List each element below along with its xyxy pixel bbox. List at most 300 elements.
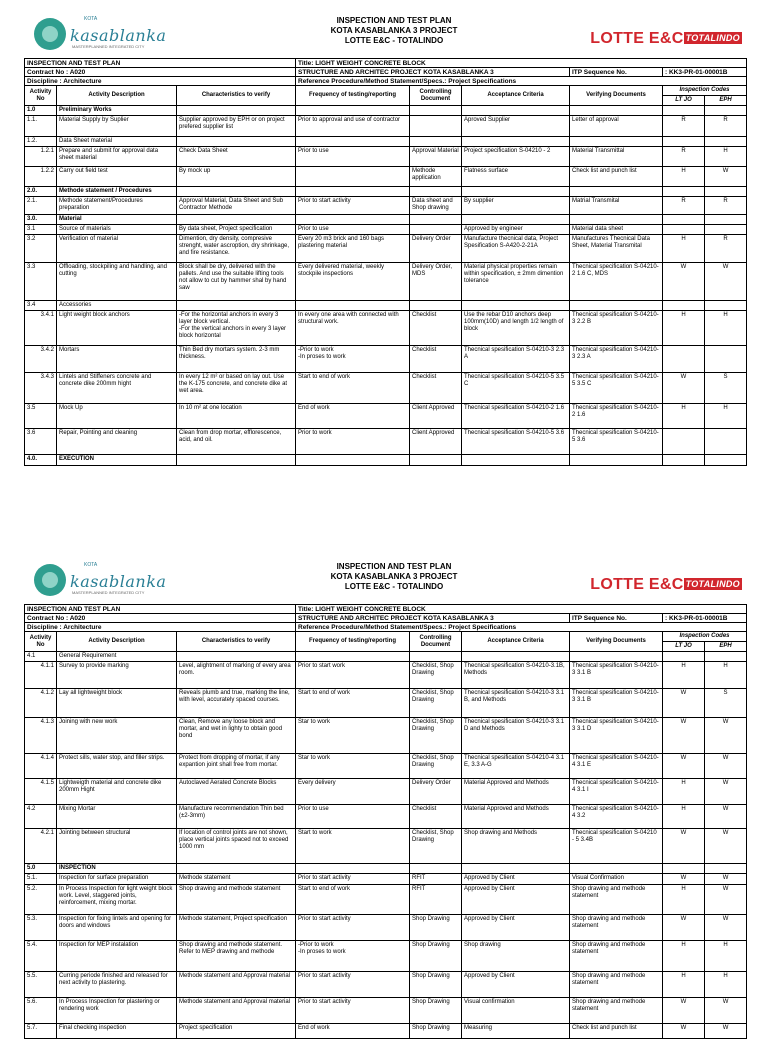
table-row: [25, 779, 747, 805]
table-row: [25, 147, 747, 167]
verifying-documents: [570, 187, 663, 197]
eph-code: [705, 301, 747, 311]
frequency: End of work: [296, 1024, 410, 1039]
lt-jo-code: [663, 652, 705, 662]
frequency: [296, 864, 410, 874]
verifying-documents: Matrial Transmital: [570, 197, 663, 215]
characteristics: Methode statement: [177, 874, 296, 885]
activity-desc: Preliminary Works: [57, 106, 177, 116]
activity-desc: Lintels and Stiffeners concrete and concrete dike 200mm hight: [57, 373, 177, 404]
controlling-document: Shop Drawing: [410, 941, 462, 972]
eph-code: [705, 652, 747, 662]
logo-brand: kasablanka: [70, 572, 167, 591]
frequency: Star to work: [296, 754, 410, 779]
controlling-document: Methode application: [410, 167, 462, 187]
acceptance-criteria: Approved by Client: [462, 874, 570, 885]
activity-no: 5.1.: [25, 874, 57, 885]
verifying-documents: Material data sheet: [570, 225, 663, 235]
activity-no: 3.2: [25, 235, 57, 263]
controlling-document: Checklist: [410, 311, 462, 346]
acceptance-criteria: Approved by engineer: [462, 225, 570, 235]
frequency: Every delivery: [296, 779, 410, 805]
verifying-documents: Thecnical specification S-04210-2 1.6 C, MDS: [570, 263, 663, 301]
verifying-documents: [570, 106, 663, 116]
eph-code: R: [705, 197, 747, 215]
contract-field: Contract No : A020: [25, 614, 296, 623]
controlling-document: Shop Drawing: [410, 972, 462, 998]
itp-page-2: [24, 560, 746, 1039]
lt-jo-code: W: [663, 1024, 705, 1039]
frequency: Star to work: [296, 718, 410, 754]
col-activity-no: Activity No: [25, 86, 57, 106]
activity-desc: Mixing Mortar: [57, 805, 177, 829]
eph-code: W: [705, 779, 747, 805]
characteristics: [177, 301, 296, 311]
frequency: Prior to start activity: [296, 197, 410, 215]
controlling-document: RFIT: [410, 874, 462, 885]
verifying-documents: Thecnical spesification S-04210-5 3.5 C: [570, 373, 663, 404]
controlling-document: [410, 864, 462, 874]
acceptance-criteria: Approved by Client: [462, 915, 570, 941]
controlling-document: Checklist, Shop Drawing: [410, 754, 462, 779]
structure-field: STRUCTURE AND ARCHITEC PROJECT KOTA KASABLANKA 3: [296, 614, 570, 623]
characteristics: Manufacture recommendation Thin bed (±2-3mm): [177, 805, 296, 829]
characteristics: Shop drawing and methode statement. Refer to MEP drawing and methode: [177, 941, 296, 972]
lt-jo-code: [663, 455, 705, 466]
lt-jo-code: H: [663, 235, 705, 263]
controlling-document: Shop Drawing: [410, 998, 462, 1024]
activity-desc: Methode statement/Procedures preparation: [57, 197, 177, 215]
activity-desc: Inspection for MEP instalation: [57, 941, 177, 972]
verifying-documents: Check list and punch list: [570, 167, 663, 187]
activity-desc: In Process Inspection for plastering or rendering work: [57, 998, 177, 1024]
eph-code: H: [705, 662, 747, 689]
verifying-documents: [570, 455, 663, 466]
verifying-documents: Thecnical spesification S-04210-2 1.6: [570, 404, 663, 429]
characteristics: [177, 187, 296, 197]
controlling-document: [410, 187, 462, 197]
itp-rows-page-1: [25, 106, 747, 466]
characteristics: Clean, Remove any loose block and mortar, and wet in lighty to obtain good bond: [177, 718, 296, 754]
activity-desc: Data Sheet material: [57, 137, 177, 147]
col-verifying: Verifying Documents: [570, 86, 663, 106]
frequency: Start to end of work: [296, 373, 410, 404]
activity-no: 3.1: [25, 225, 57, 235]
eph-code: R: [705, 116, 747, 137]
characteristics: Methode statement and Approval material: [177, 998, 296, 1024]
controlling-document: Delivery Order, MDS: [410, 263, 462, 301]
eph-code: W: [705, 829, 747, 864]
verifying-documents: Shop drawing and methode statement: [570, 972, 663, 998]
plan-label: INSPECTION AND TEST PLAN: [25, 59, 296, 68]
activity-no: 4.1.2: [25, 689, 57, 718]
activity-no: 4.1.4: [25, 754, 57, 779]
eph-code: W: [705, 718, 747, 754]
verifying-documents: Thecnical spesification S-04210-3 3.1 B: [570, 662, 663, 689]
eph-code: W: [705, 167, 747, 187]
reference-field: Reference Procedure/Method Statement/Specs.: Project Specifications: [296, 623, 747, 632]
characteristics: [177, 455, 296, 466]
section-row: [25, 106, 747, 116]
activity-desc: Inspection for fixing lintels and opening for doors and windows: [57, 915, 177, 941]
activity-no: 3.6: [25, 429, 57, 455]
frequency: Prior to work: [296, 429, 410, 455]
lt-jo-code: H: [663, 885, 705, 915]
col-acceptance: Acceptance Criteria: [462, 632, 570, 652]
table-row: [25, 404, 747, 429]
eph-code: W: [705, 263, 747, 301]
table-row: [25, 263, 747, 301]
controlling-document: Checklist, Shop Drawing: [410, 718, 462, 754]
acceptance-criteria: [462, 864, 570, 874]
activity-no: 3.4: [25, 301, 57, 311]
controlling-document: Checklist, Shop Drawing: [410, 662, 462, 689]
frequency: Prior to start activity: [296, 915, 410, 941]
controlling-document: Client Approved: [410, 429, 462, 455]
col-controlling: Controlling Document: [410, 86, 462, 106]
verifying-documents: Thecnical spesification S-04210 - 5 3.4B: [570, 829, 663, 864]
verifying-documents: [570, 137, 663, 147]
acceptance-criteria: Measuring: [462, 1024, 570, 1039]
characteristics: Project specification: [177, 1024, 296, 1039]
controlling-document: Approval Material: [410, 147, 462, 167]
activity-desc: Protect sills, water stop, and filler strips.: [57, 754, 177, 779]
controlling-document: Checklist, Shop Drawing: [410, 829, 462, 864]
eph-code: H: [705, 972, 747, 998]
discipline-field: Discipline : Architecture: [25, 77, 296, 86]
activity-no: 1.2.: [25, 137, 57, 147]
itp-rows-page-2: [25, 652, 747, 1039]
activity-desc: Inspection for surface preparation: [57, 874, 177, 885]
eph-code: [705, 864, 747, 874]
characteristics: [177, 864, 296, 874]
lt-jo-code: H: [663, 404, 705, 429]
activity-no: 1.2.1: [25, 147, 57, 167]
characteristics: If location of control joints are not shown, place vertical joints spaced not to exceed 1000 mm: [177, 829, 296, 864]
document-title: [244, 16, 544, 46]
table-row: [25, 197, 747, 215]
controlling-document: Checklist: [410, 373, 462, 404]
frequency: End of work: [296, 404, 410, 429]
acceptance-criteria: [462, 106, 570, 116]
frequency: [296, 167, 410, 187]
totalindo-badge: TOTALINDO: [685, 33, 740, 43]
lt-jo-code: W: [663, 874, 705, 885]
acceptance-criteria: Manufacture thecnical data, Project Spesification S-A420-2-21A: [462, 235, 570, 263]
table-row: [25, 652, 747, 662]
lt-jo-code: H: [663, 972, 705, 998]
frequency: [296, 652, 410, 662]
table-row: [25, 1024, 747, 1039]
col-lt-jo: LT JO: [663, 642, 705, 652]
col-inspection-codes: Inspection Codes: [663, 86, 747, 96]
eph-code: W: [705, 885, 747, 915]
characteristics: [177, 215, 296, 225]
activity-desc: General Requirement: [57, 652, 177, 662]
characteristics: In every 12 m² or based on lay out. Use the K-175 concrete, and concrete dike at wet area.: [177, 373, 296, 404]
lt-jo-code: W: [663, 718, 705, 754]
col-characteristics: Characteristics to verify: [177, 632, 296, 652]
logo-tagline: MASTERPLANNED INTEGRATED CITY: [72, 44, 145, 49]
lotte-logo: [590, 30, 742, 48]
characteristics: Level, alightment of marking of every area room.: [177, 662, 296, 689]
eph-code: [705, 225, 747, 235]
acceptance-criteria: Thecnical spesification S-04210-3 2.3 A: [462, 346, 570, 373]
characteristics: [177, 106, 296, 116]
table-row: [25, 885, 747, 915]
controlling-document: [410, 106, 462, 116]
acceptance-criteria: Shop drawing and Methods: [462, 829, 570, 864]
activity-no: 2.0.: [25, 187, 57, 197]
col-inspection-codes: Inspection Codes: [663, 632, 747, 642]
frequency: Prior to use: [296, 225, 410, 235]
table-row: [25, 915, 747, 941]
characteristics: [177, 652, 296, 662]
controlling-document: Checklist, Shop Drawing: [410, 689, 462, 718]
itp-label: ITP Sequence No.: [570, 614, 663, 623]
lt-jo-code: W: [663, 998, 705, 1024]
eph-code: H: [705, 941, 747, 972]
acceptance-criteria: By supplier: [462, 197, 570, 215]
acceptance-criteria: Material Approved and Methods: [462, 805, 570, 829]
logo-tagline: MASTERPLANNED INTEGRATED CITY: [72, 590, 145, 595]
activity-no: 5.3.: [25, 915, 57, 941]
lt-jo-code: H: [663, 779, 705, 805]
table-row: [25, 941, 747, 972]
table-row: [25, 829, 747, 864]
controlling-document: Data sheet and Shop drawing: [410, 197, 462, 215]
title-field: Title: LIGHT WEIGHT CONCRETE BLOCK: [296, 59, 747, 68]
lt-jo-code: H: [663, 805, 705, 829]
acceptance-criteria: Approved by Client: [462, 972, 570, 998]
characteristics: Methode statement and Approval material: [177, 972, 296, 998]
activity-no: 5.5.: [25, 972, 57, 998]
activity-no: 5.0: [25, 864, 57, 874]
eph-code: [705, 137, 747, 147]
characteristics: Protect from dropping of mortar, if any expantion joint shall free from mortar.: [177, 754, 296, 779]
kasablanka-logo-icon: [34, 564, 66, 596]
characteristics: Shop drawing and methode statement: [177, 885, 296, 915]
verifying-documents: Manufactures Thecnical Data Sheet, Material Transmital: [570, 235, 663, 263]
activity-desc: Joining with new work: [57, 718, 177, 754]
acceptance-criteria: [462, 187, 570, 197]
eph-code: S: [705, 373, 747, 404]
activity-no: 4.1.5: [25, 779, 57, 805]
verifying-documents: Shop drawing and methode statement: [570, 941, 663, 972]
verifying-documents: Shop drawing and methode statement: [570, 998, 663, 1024]
col-acceptance: Acceptance Criteria: [462, 86, 570, 106]
table-row: [25, 373, 747, 404]
acceptance-criteria: Thecnical spesification S-04210-3 3.1 B, and Methods: [462, 689, 570, 718]
frequency: Prior to start activity: [296, 998, 410, 1024]
characteristics: Reveals plumb and true, marking the line, with level, accurately spaced courses.: [177, 689, 296, 718]
activity-no: 5.4.: [25, 941, 57, 972]
title-line-3: LOTTE E&C - TOTALINDO: [344, 582, 444, 591]
controlling-document: [410, 301, 462, 311]
reference-field: Reference Procedure/Method Statement/Specs.: Project Specifications: [296, 77, 747, 86]
eph-code: [705, 429, 747, 455]
activity-no: 4.0.: [25, 455, 57, 466]
verifying-documents: [570, 301, 663, 311]
activity-desc: Material: [57, 215, 177, 225]
table-row: [25, 998, 747, 1024]
activity-desc: Carry out field test: [57, 167, 177, 187]
frequency: Prior to start work: [296, 662, 410, 689]
col-eph: EPH: [705, 642, 747, 652]
acceptance-criteria: Material Approved and Methods: [462, 779, 570, 805]
verifying-documents: Check list and punch list: [570, 1024, 663, 1039]
characteristics: [177, 137, 296, 147]
table-row: [25, 754, 747, 779]
frequency: [296, 187, 410, 197]
lt-jo-code: [663, 429, 705, 455]
lt-jo-code: [663, 301, 705, 311]
frequency: -Prior to work -In proses to work: [296, 941, 410, 972]
eph-code: R: [705, 235, 747, 263]
characteristics: Autoclaved Aerated Concrete Blocks: [177, 779, 296, 805]
section-row: [25, 864, 747, 874]
lt-jo-code: [663, 346, 705, 373]
verifying-documents: Thecnical spesification S-04210-3 3.1 B: [570, 689, 663, 718]
acceptance-criteria: Thecnical spesification S-04210-2 1.6: [462, 404, 570, 429]
activity-desc: Prepare and submit for approval data sheet material: [57, 147, 177, 167]
frequency: Prior to use: [296, 147, 410, 167]
acceptance-criteria: Thecnical spesification S-04210-3 3.1 D and Methods: [462, 718, 570, 754]
table-row: [25, 311, 747, 346]
characteristics: -For the horizontal anchors in every 3 layer block vertical. -For the vertical anchors in every 3 layer block horizontal: [177, 311, 296, 346]
activity-no: 5.7.: [25, 1024, 57, 1039]
title-field: Title: LIGHT WEIGHT CONCRETE BLOCK: [296, 605, 747, 614]
acceptance-criteria: [462, 455, 570, 466]
eph-code: [705, 187, 747, 197]
controlling-document: Delivery Order: [410, 235, 462, 263]
verifying-documents: Material Transmittal: [570, 147, 663, 167]
section-row: [25, 187, 747, 197]
frequency: Prior to start activity: [296, 874, 410, 885]
lt-jo-code: H: [663, 311, 705, 346]
logo-sup: KOTA: [84, 16, 98, 22]
acceptance-criteria: Aproved Supplier: [462, 116, 570, 137]
activity-desc: Light weight block anchors: [57, 311, 177, 346]
col-verifying: Verifying Documents: [570, 632, 663, 652]
itp-page-1: [24, 14, 746, 466]
table-row: [25, 805, 747, 829]
frequency: [296, 215, 410, 225]
page-header: [24, 14, 746, 58]
col-frequency: Frequency of testing/reporting: [296, 632, 410, 652]
col-controlling: Controlling Document: [410, 632, 462, 652]
table-row: [25, 874, 747, 885]
activity-desc: Lay all lightweight block: [57, 689, 177, 718]
document-title: [244, 562, 544, 592]
verifying-documents: Thecnical spesification S-04210-5 3.6: [570, 429, 663, 455]
verifying-documents: Thecnical spesification S-04210-4 3.1 I: [570, 779, 663, 805]
verifying-documents: [570, 864, 663, 874]
logo-sup: KOTA: [84, 562, 98, 568]
frequency: Every 20 m3 brick and 160 bags plastering material: [296, 235, 410, 263]
verifying-documents: Thecnical spesification S-04210-4 3.1 E: [570, 754, 663, 779]
eph-code: H: [705, 404, 747, 429]
verifying-documents: Shop drawing and methode statement: [570, 885, 663, 915]
frequency: Start to work: [296, 829, 410, 864]
controlling-document: Client Approved: [410, 404, 462, 429]
eph-code: W: [705, 874, 747, 885]
eph-code: [705, 346, 747, 373]
itp-label: ITP Sequence No.: [570, 68, 663, 77]
col-frequency: Frequency of testing/reporting: [296, 86, 410, 106]
lt-jo-code: [663, 187, 705, 197]
acceptance-criteria: Thecnical spesification S-04210-4 3.1 E, 3.3 A-G: [462, 754, 570, 779]
acceptance-criteria: [462, 215, 570, 225]
table-row: [25, 116, 747, 137]
activity-no: 3.4.3: [25, 373, 57, 404]
lt-jo-code: W: [663, 915, 705, 941]
frequency: Prior to approval and use of contractor: [296, 116, 410, 137]
eph-code: H: [705, 147, 747, 167]
activity-desc: Accessories: [57, 301, 177, 311]
kasablanka-logo: [34, 14, 184, 58]
lt-jo-code: W: [663, 689, 705, 718]
activity-desc: Repair, Pointing and cleaning: [57, 429, 177, 455]
activity-no: 5.6.: [25, 998, 57, 1024]
lt-jo-code: W: [663, 754, 705, 779]
characteristics: By data sheet, Project specification: [177, 225, 296, 235]
controlling-document: Checklist: [410, 346, 462, 373]
table-row: [25, 429, 747, 455]
activity-no: 3.4.2: [25, 346, 57, 373]
col-lt-jo: LT JO: [663, 96, 705, 106]
verifying-documents: Visual Confirmation: [570, 874, 663, 885]
frequency: Prior to start activity: [296, 972, 410, 998]
verifying-documents: Thecnical spesification S-04210-3 2.2 B: [570, 311, 663, 346]
table-row: [25, 235, 747, 263]
activity-no: 4.1.1: [25, 662, 57, 689]
lt-jo-code: [663, 137, 705, 147]
section-row: [25, 215, 747, 225]
title-line-1: INSPECTION AND TEST PLAN: [336, 562, 452, 571]
lt-jo-code: W: [663, 829, 705, 864]
table-row: [25, 972, 747, 998]
characteristics: By mock up: [177, 167, 296, 187]
activity-desc: Methode statement / Procedures: [57, 187, 177, 197]
table-row: [25, 718, 747, 754]
lt-jo-code: H: [663, 167, 705, 187]
itp-number: : KK3-PR-01-00001B: [663, 68, 747, 77]
frequency: Prior to use: [296, 805, 410, 829]
eph-code: S: [705, 689, 747, 718]
frequency: Start to end of work: [296, 885, 410, 915]
controlling-document: [410, 455, 462, 466]
activity-no: 5.2.: [25, 885, 57, 915]
col-characteristics: Characteristics to verify: [177, 86, 296, 106]
structure-field: STRUCTURE AND ARCHITEC PROJECT KOTA KASABLANKA 3: [296, 68, 570, 77]
itp-number: : KK3-PR-01-00001B: [663, 614, 747, 623]
table-row: [25, 137, 747, 147]
activity-desc: Lightweigth material and concrete dike 200mm Hight: [57, 779, 177, 805]
activity-desc: Mortars: [57, 346, 177, 373]
lt-jo-code: R: [663, 197, 705, 215]
table-row: [25, 301, 747, 311]
acceptance-criteria: Use the rebar D10 anchors deep 100mm(10D) and length 1/2 length of block: [462, 311, 570, 346]
acceptance-criteria: [462, 301, 570, 311]
activity-no: 4.1.3: [25, 718, 57, 754]
verifying-documents: Thecnical spesification S-04210-3 3.1 D: [570, 718, 663, 754]
eph-code: W: [705, 1024, 747, 1039]
table-row: [25, 689, 747, 718]
controlling-document: [410, 652, 462, 662]
controlling-document: Checklist: [410, 805, 462, 829]
title-line-2: KOTA KASABLANKA 3 PROJECT: [330, 26, 458, 35]
